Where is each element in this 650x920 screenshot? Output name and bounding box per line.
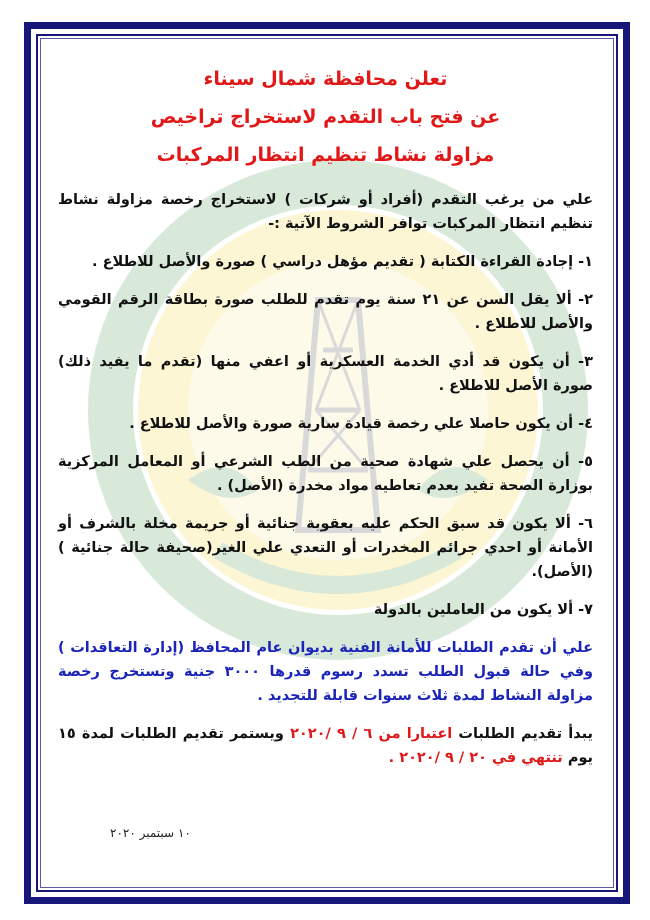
announcement-body [58, 58, 593, 770]
submission-note: علي أن تقدم الطلبات للأمانة الفنية بديوان عام المحافظ (إدارة التعاقدات ) وفي حالة قبول الطلب تسدد رسوم قدرها ٣٠٠٠ جنية وتستخرج رخصة مزاولة النشاط لمدة ثلاث سنوات قابلة للتجديد . [58, 640, 593, 704]
document-date: ١٠ سبتمبر ٢٠٢٠ [110, 826, 191, 840]
schedule-end-date: تنتهي في ٢٠ / ٩ /٢٠٢٠ . [388, 750, 563, 766]
intro-paragraph: علي من يرغب التقدم (أفراد أو شركات ) لاستخراج رخصة مزاولة نشاط تنظيم انتظار المركبات توافر الشروط الآتية :- [58, 192, 593, 232]
condition-2: ٢- ألا يقل السن عن ٢١ سنة يوم تقدم للطلب صورة بطاقة الرقم القومي والأصل للاطلاع . [58, 292, 593, 332]
schedule-paragraph [58, 722, 593, 770]
condition-4: ٤- أن يكون حاصلا علي رخصة قيادة سارية صورة والأصل للاطلاع . [129, 416, 593, 432]
announcement-header [58, 60, 593, 174]
header-line-3: مزاولة نشاط تنظيم انتظار المركبات [156, 144, 495, 166]
condition-6: ٦- ألا يكون قد سبق الحكم عليه بعقوبة جنائية أو جريمة مخلة بالشرف أو الأمانة أو احدي جرائم المخدرات أو التعدي علي الغير(صحيفة حالة جنائية ) (الأصل). [58, 516, 593, 580]
condition-5: ٥- أن يحصل علي شهادة صحية من الطب الشرعي أو المعامل المركزية بوزارة الصحة تفيد بعدم تعاطيه مواد مخدرة (الأصل) . [58, 454, 593, 494]
condition-3: ٣- أن يكون قد أدي الخدمة العسكرية أو اعفي منها (تقدم ما يفيد ذلك) صورة الأصل للاطلاع . [58, 354, 593, 394]
schedule-prefix: يبدأ تقديم الطلبات [458, 726, 593, 742]
schedule-start-date: اعتبارا من ٦ / ٩ /٢٠٢٠ [290, 726, 453, 742]
header-line-1: تعلن محافظة شمال سيناء [203, 68, 448, 90]
schedule-middle: ويستمر تقديم الطلبات لمدة ١٥ يوم [58, 726, 593, 766]
condition-1: ١- إجادة القراءة الكتابة ( تقديم مؤهل دراسي ) صورة والأصل للاطلاع . [92, 254, 593, 270]
header-line-2: عن فتح باب التقدم لاستخراج تراخيص [150, 106, 501, 128]
condition-7: ٧- ألا يكون من العاملين بالدولة [373, 602, 593, 618]
